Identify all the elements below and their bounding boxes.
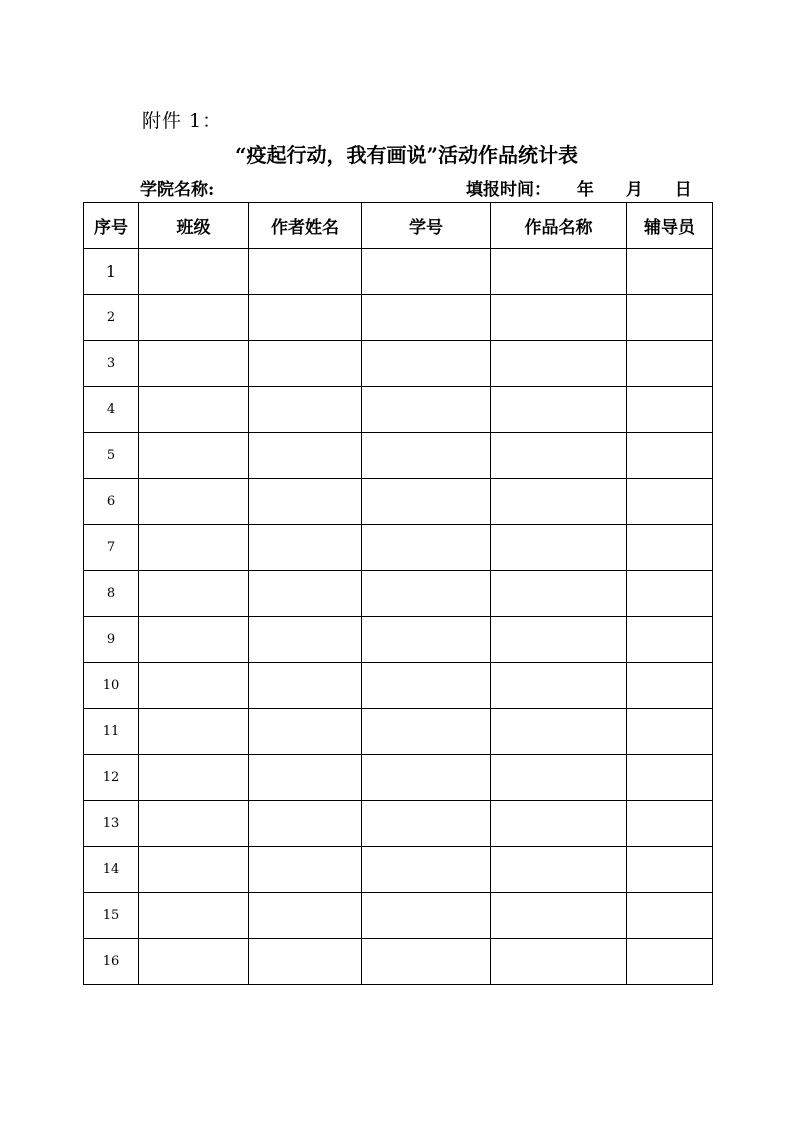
cell-student-id[interactable] [362,939,491,985]
cell-author-name[interactable] [249,617,362,663]
cell-author-name[interactable] [249,893,362,939]
cell-work-title[interactable] [491,479,627,525]
table-row [84,433,713,479]
row-number: 12 [84,755,139,801]
row-number: 7 [84,525,139,571]
row-number: 9 [84,617,139,663]
row-number: 15 [84,893,139,939]
table-row [84,801,713,847]
cell-student-id[interactable] [362,433,491,479]
cell-work-title[interactable] [491,249,627,295]
cell-work-title[interactable] [491,387,627,433]
cell-counselor[interactable] [627,525,713,571]
cell-class[interactable] [139,939,249,985]
row-number: 10 [84,663,139,709]
cell-student-id[interactable] [362,801,491,847]
cell-student-id[interactable] [362,525,491,571]
cell-class[interactable] [139,755,249,801]
cell-work-title[interactable] [491,847,627,893]
cell-counselor[interactable] [627,479,713,525]
date-year-label: 年 [576,180,594,200]
cell-counselor[interactable] [627,295,713,341]
cell-work-title[interactable] [491,433,627,479]
cell-counselor[interactable] [627,847,713,893]
cell-work-title[interactable] [491,709,627,755]
school-name-label: 学院名称: [140,180,215,200]
header-author-name: 作者姓名 [249,203,362,249]
cell-author-name[interactable] [249,341,362,387]
cell-author-name[interactable] [249,249,362,295]
cell-class[interactable] [139,571,249,617]
fill-time-field [466,175,692,200]
cell-student-id[interactable] [362,341,491,387]
table-row [84,341,713,387]
header-class: 班级 [139,203,249,249]
cell-work-title[interactable] [491,939,627,985]
cell-author-name[interactable] [249,525,362,571]
table-header-row [84,203,713,249]
cell-student-id[interactable] [362,571,491,617]
cell-counselor[interactable] [627,801,713,847]
cell-class[interactable] [139,341,249,387]
table-row [84,479,713,525]
table-row [84,939,713,985]
row-number: 14 [84,847,139,893]
table-row [84,663,713,709]
cell-counselor[interactable] [627,249,713,295]
cell-class[interactable] [139,663,249,709]
cell-work-title[interactable] [491,295,627,341]
table-row [84,525,713,571]
cell-student-id[interactable] [362,295,491,341]
row-number: 16 [84,939,139,985]
cell-author-name[interactable] [249,571,362,617]
row-number: 8 [84,571,139,617]
cell-counselor[interactable] [627,893,713,939]
table-row [84,617,713,663]
cell-counselor[interactable] [627,571,713,617]
cell-author-name[interactable] [249,801,362,847]
cell-counselor[interactable] [627,387,713,433]
row-number: 5 [84,433,139,479]
table-body [84,249,713,985]
cell-author-name[interactable] [249,479,362,525]
cell-work-title[interactable] [491,893,627,939]
cell-class[interactable] [139,249,249,295]
cell-class[interactable] [139,893,249,939]
row-number: 4 [84,387,139,433]
school-name-field [140,175,214,200]
cell-student-id[interactable] [362,387,491,433]
header-work-title: 作品名称 [491,203,627,249]
table-row [84,571,713,617]
header-serial-number: 序号 [84,203,139,249]
cell-author-name[interactable] [249,847,362,893]
row-number: 2 [84,295,139,341]
row-number: 1 [84,249,139,295]
cell-counselor[interactable] [627,755,713,801]
cell-author-name[interactable] [249,709,362,755]
cell-author-name[interactable] [249,387,362,433]
date-day-label: 日 [674,180,692,200]
cell-student-id[interactable] [362,755,491,801]
cell-student-id[interactable] [362,617,491,663]
cell-class[interactable] [139,387,249,433]
cell-author-name[interactable] [249,755,362,801]
cell-counselor[interactable] [627,709,713,755]
cell-work-title[interactable] [491,663,627,709]
statistics-table [83,202,713,985]
form-title: “疫起行动，我有画说”活动作品统计表 [234,143,578,167]
cell-counselor[interactable] [627,341,713,387]
cell-counselor[interactable] [627,663,713,709]
cell-work-title[interactable] [491,755,627,801]
row-number: 11 [84,709,139,755]
cell-author-name[interactable] [249,433,362,479]
date-parts [557,180,692,200]
cell-work-title[interactable] [491,525,627,571]
cell-student-id[interactable] [362,249,491,295]
cell-author-name[interactable] [249,939,362,985]
table-row [84,249,713,295]
header-student-id: 学号 [362,203,491,249]
cell-counselor[interactable] [627,617,713,663]
header-counselor: 辅导员 [627,203,713,249]
attachment-label: 附件 1： [142,110,223,132]
cell-work-title[interactable] [491,801,627,847]
row-number: 3 [84,341,139,387]
cell-work-title[interactable] [491,341,627,387]
fill-time-label: 填报时间： [466,180,551,200]
table-row [84,387,713,433]
cell-student-id[interactable] [362,893,491,939]
cell-author-name[interactable] [249,663,362,709]
cell-student-id[interactable] [362,709,491,755]
cell-class[interactable] [139,709,249,755]
cell-class[interactable] [139,847,249,893]
table-row [84,847,713,893]
cell-counselor[interactable] [627,433,713,479]
table-row [84,893,713,939]
table-row [84,709,713,755]
cell-student-id[interactable] [362,479,491,525]
cell-student-id[interactable] [362,663,491,709]
cell-work-title[interactable] [491,571,627,617]
cell-class[interactable] [139,525,249,571]
date-month-label: 月 [625,180,643,200]
cell-class[interactable] [139,295,249,341]
cell-counselor[interactable] [627,939,713,985]
cell-class[interactable] [139,479,249,525]
cell-student-id[interactable] [362,847,491,893]
row-number: 13 [84,801,139,847]
cell-class[interactable] [139,617,249,663]
table-row [84,295,713,341]
cell-class[interactable] [139,801,249,847]
table-row [84,755,713,801]
cell-class[interactable] [139,433,249,479]
row-number: 6 [84,479,139,525]
cell-author-name[interactable] [249,295,362,341]
cell-work-title[interactable] [491,617,627,663]
